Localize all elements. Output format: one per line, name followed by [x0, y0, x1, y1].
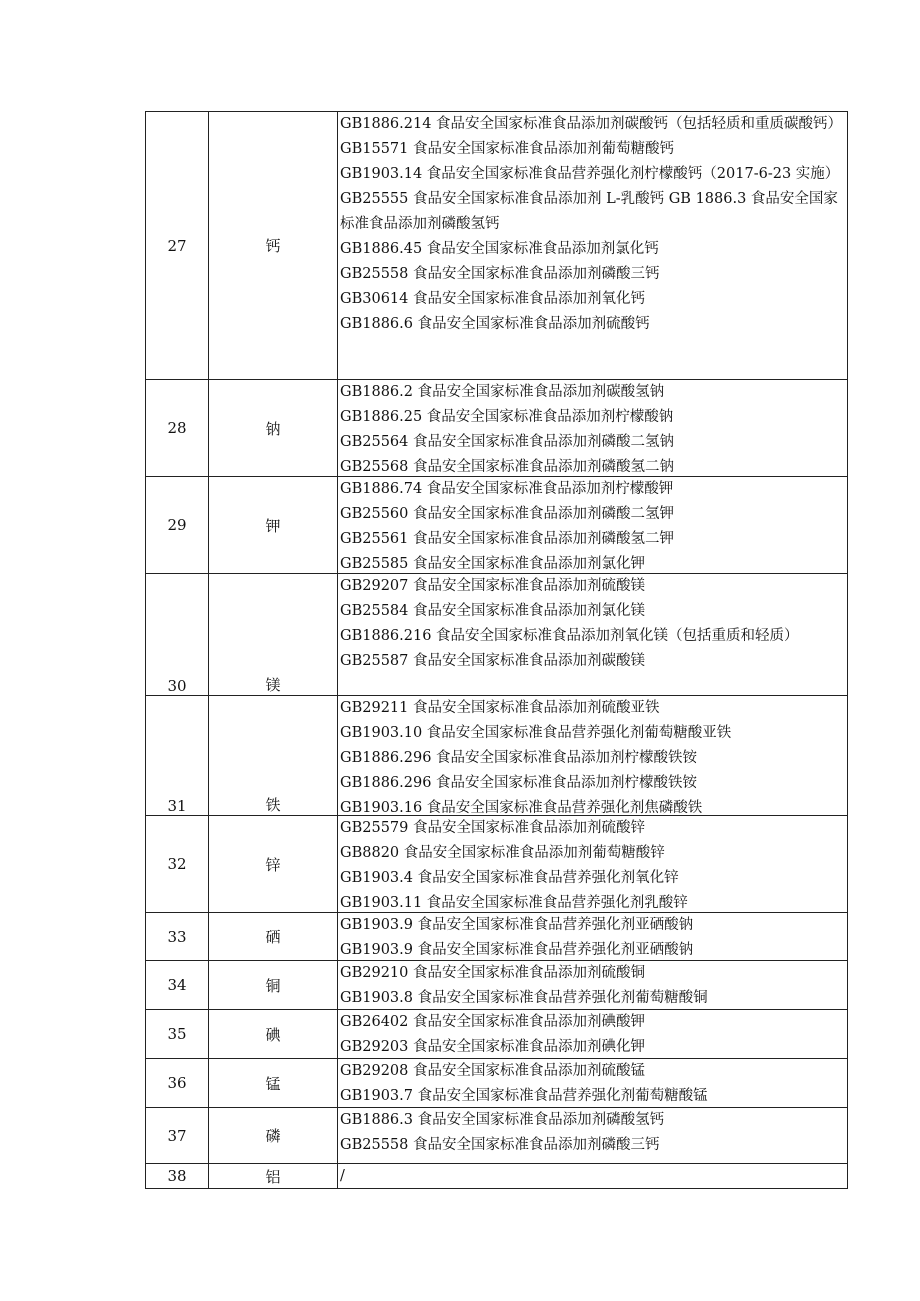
standard-item: GB1903.11 食品安全国家标准食品营养强化剂乳酸锌: [340, 895, 688, 911]
table-row: [146, 913, 848, 961]
standard-item: GB25561 食品安全国家标准食品添加剂磷酸氢二钾: [340, 531, 674, 547]
row-number: 27: [146, 112, 209, 380]
standard-item: GB1886.216 食品安全国家标准食品添加剂氧化镁（包括重质和轻质）: [340, 628, 799, 644]
row-number: 37: [146, 1108, 209, 1164]
element-name: 硒: [209, 913, 338, 961]
standard-item: GB1886.214 食品安全国家标准食品添加剂碳酸钙（包括轻质和重质碳酸钙）: [340, 116, 843, 132]
element-name: 锰: [209, 1059, 338, 1108]
table-row: [146, 380, 848, 477]
standard-item: GB1903.4 食品安全国家标准食品营养强化剂氧化锌: [340, 870, 679, 886]
standard-item: GB15571 食品安全国家标准食品添加剂葡萄糖酸钙: [340, 141, 674, 157]
standard-item: GB1903.9 食品安全国家标准食品营养强化剂亚硒酸钠: [340, 917, 694, 933]
standards-cell: [338, 1010, 848, 1059]
element-name: 锌: [209, 816, 338, 913]
row-number: 38: [146, 1164, 209, 1189]
row-number: 35: [146, 1010, 209, 1059]
standard-item: GB8820 食品安全国家标准食品添加剂葡萄糖酸锌: [340, 845, 665, 861]
element-name: 磷: [209, 1108, 338, 1164]
table-row: [146, 1059, 848, 1108]
row-number: 28: [146, 380, 209, 477]
standard-item: GB1886.296 食品安全国家标准食品添加剂柠檬酸铁铵: [340, 750, 698, 766]
standard-item: GB1903.8 食品安全国家标准食品营养强化剂葡萄糖酸铜: [340, 990, 708, 1006]
standard-item: /: [340, 1168, 345, 1184]
table-row: [146, 1164, 848, 1189]
table-row: [146, 961, 848, 1010]
standard-item: GB1886.6 食品安全国家标准食品添加剂硫酸钙: [340, 316, 650, 332]
standard-item: GB25555 食品安全国家标准食品添加剂 L-乳酸钙 GB 1886.3 食品安全国家标准食品添加剂磷酸氢钙: [340, 191, 838, 232]
standard-item: GB25584 食品安全国家标准食品添加剂氯化镁: [340, 603, 645, 619]
standard-item: GB1903.9 食品安全国家标准食品营养强化剂亚硒酸钠: [340, 942, 694, 958]
standard-item: GB1886.25 食品安全国家标准食品添加剂柠檬酸钠: [340, 409, 674, 425]
standard-item: GB25587 食品安全国家标准食品添加剂碳酸镁: [340, 653, 645, 669]
standard-item: GB29208 食品安全国家标准食品添加剂硫酸锰: [340, 1063, 645, 1079]
standard-item: GB30614 食品安全国家标准食品添加剂氧化钙: [340, 291, 645, 307]
standards-cell: [338, 816, 848, 913]
row-number: 30: [146, 574, 209, 696]
table-row: [146, 696, 848, 816]
standard-item: GB1886.74 食品安全国家标准食品添加剂柠檬酸钾: [340, 481, 674, 497]
standards-cell: [338, 1108, 848, 1164]
element-name: 钙: [209, 112, 338, 380]
row-number: 34: [146, 961, 209, 1010]
standard-item: GB25564 食品安全国家标准食品添加剂磷酸二氢钠: [340, 434, 674, 450]
standard-item: GB25560 食品安全国家标准食品添加剂磷酸二氢钾: [340, 506, 674, 522]
row-number: 36: [146, 1059, 209, 1108]
element-name: 铝: [209, 1164, 338, 1189]
table-row: [146, 477, 848, 574]
row-number: 33: [146, 913, 209, 961]
row-number: 29: [146, 477, 209, 574]
standards-cell: [338, 696, 848, 816]
element-name: 铜: [209, 961, 338, 1010]
element-name: 碘: [209, 1010, 338, 1059]
standard-item: GB29207 食品安全国家标准食品添加剂硫酸镁: [340, 578, 645, 594]
element-name: 钠: [209, 380, 338, 477]
standard-item: GB26402 食品安全国家标准食品添加剂碘酸钾: [340, 1014, 645, 1030]
table-row: [146, 112, 848, 380]
table-row: [146, 816, 848, 913]
element-name: 镁: [209, 574, 338, 696]
standard-item: GB25579 食品安全国家标准食品添加剂硫酸锌: [340, 820, 645, 836]
standard-item: GB29203 食品安全国家标准食品添加剂碘化钾: [340, 1039, 645, 1055]
standards-cell: [338, 112, 848, 380]
standard-item: GB25568 食品安全国家标准食品添加剂磷酸氢二钠: [340, 459, 674, 475]
standard-item: GB25558 食品安全国家标准食品添加剂磷酸三钙: [340, 266, 660, 282]
standards-cell: [338, 961, 848, 1010]
standards-cell: [338, 574, 848, 696]
standard-item: GB1886.3 食品安全国家标准食品添加剂磷酸氢钙: [340, 1112, 665, 1128]
standard-item: GB25585 食品安全国家标准食品添加剂氯化钾: [340, 556, 645, 572]
element-name: 钾: [209, 477, 338, 574]
row-number: 32: [146, 816, 209, 913]
row-number: 31: [146, 696, 209, 816]
standard-item: GB1886.2 食品安全国家标准食品添加剂碳酸氢钠: [340, 384, 665, 400]
standards-cell: [338, 1164, 848, 1189]
standards-cell: [338, 380, 848, 477]
standard-item: GB1903.10 食品安全国家标准食品营养强化剂葡萄糖酸亚铁: [340, 725, 732, 741]
standards-cell: [338, 477, 848, 574]
table-row: [146, 1108, 848, 1164]
element-name: 铁: [209, 696, 338, 816]
standard-item: GB29211 食品安全国家标准食品添加剂硫酸亚铁: [340, 700, 660, 716]
standards-cell: [338, 913, 848, 961]
standard-item: GB1886.45 食品安全国家标准食品添加剂氯化钙: [340, 241, 659, 257]
standard-item: GB1886.296 食品安全国家标准食品添加剂柠檬酸铁铵: [340, 775, 698, 791]
standard-item: GB25558 食品安全国家标准食品添加剂磷酸三钙: [340, 1137, 660, 1153]
standards-table: [145, 111, 848, 1189]
standard-item: GB29210 食品安全国家标准食品添加剂硫酸铜: [340, 965, 645, 981]
standard-item: GB1903.16 食品安全国家标准食品营养强化剂焦磷酸铁: [340, 800, 703, 815]
standard-item: GB1903.7 食品安全国家标准食品营养强化剂葡萄糖酸锰: [340, 1088, 708, 1104]
table-row: [146, 1010, 848, 1059]
standard-item: GB1903.14 食品安全国家标准食品营养强化剂柠檬酸钙（2017-6-23 实施）: [340, 166, 840, 182]
table-row: [146, 574, 848, 696]
standards-cell: [338, 1059, 848, 1108]
